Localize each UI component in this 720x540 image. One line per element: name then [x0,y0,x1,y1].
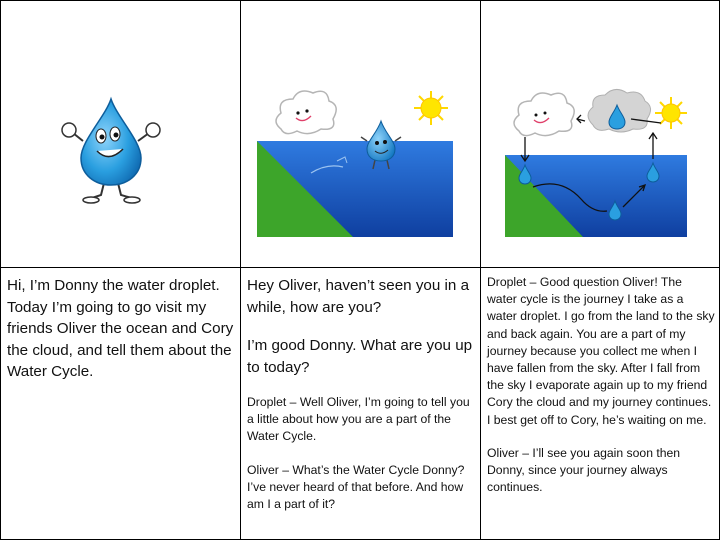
panel-3-text [487,274,715,496]
droplet-character-illustration [1,1,240,267]
dialogue-line: Droplet – Well Oliver, I’m going to tell you a little about how you are a part of the Water Cycle. [247,395,470,444]
dialogue-line: Droplet – Good question Oliver! The water cycle is the journey I take as a water droplet. I go from the land to the sky and back again. You are a part of my journey because you collect me when I have fallen from the sky. After I fall from the sky I evaporate again up to my friend Cory the cloud and my journey continues. I best get off to Cory, he’s waiting on me. [487,275,715,427]
narration-text: Hi, I’m Donny the water droplet. Today I’m going to go visit my friends Oliver the ocean and Cory the cloud, and tell them about the Water Cycle. [7,277,234,380]
cloud-character [514,93,574,136]
water-cycle-illustration [481,1,719,267]
panel-2-text [247,275,477,513]
dialogue-line: I’m good Donny. What are you up to today? [247,337,473,376]
dialogue-line: Oliver – What’s the Water Cycle Donny? I’ve never heard of that before. And how am I a part of it? [247,462,465,512]
dialogue-line: Oliver – I’ll see you again soon then Donny, since your journey always continues. [487,445,681,495]
dialogue-line: Hey Oliver, haven’t seen you in a while, how are you? [247,277,470,316]
grid-line [0,267,720,268]
ocean-scene-illustration [241,1,480,267]
panel-1-text [7,275,237,383]
